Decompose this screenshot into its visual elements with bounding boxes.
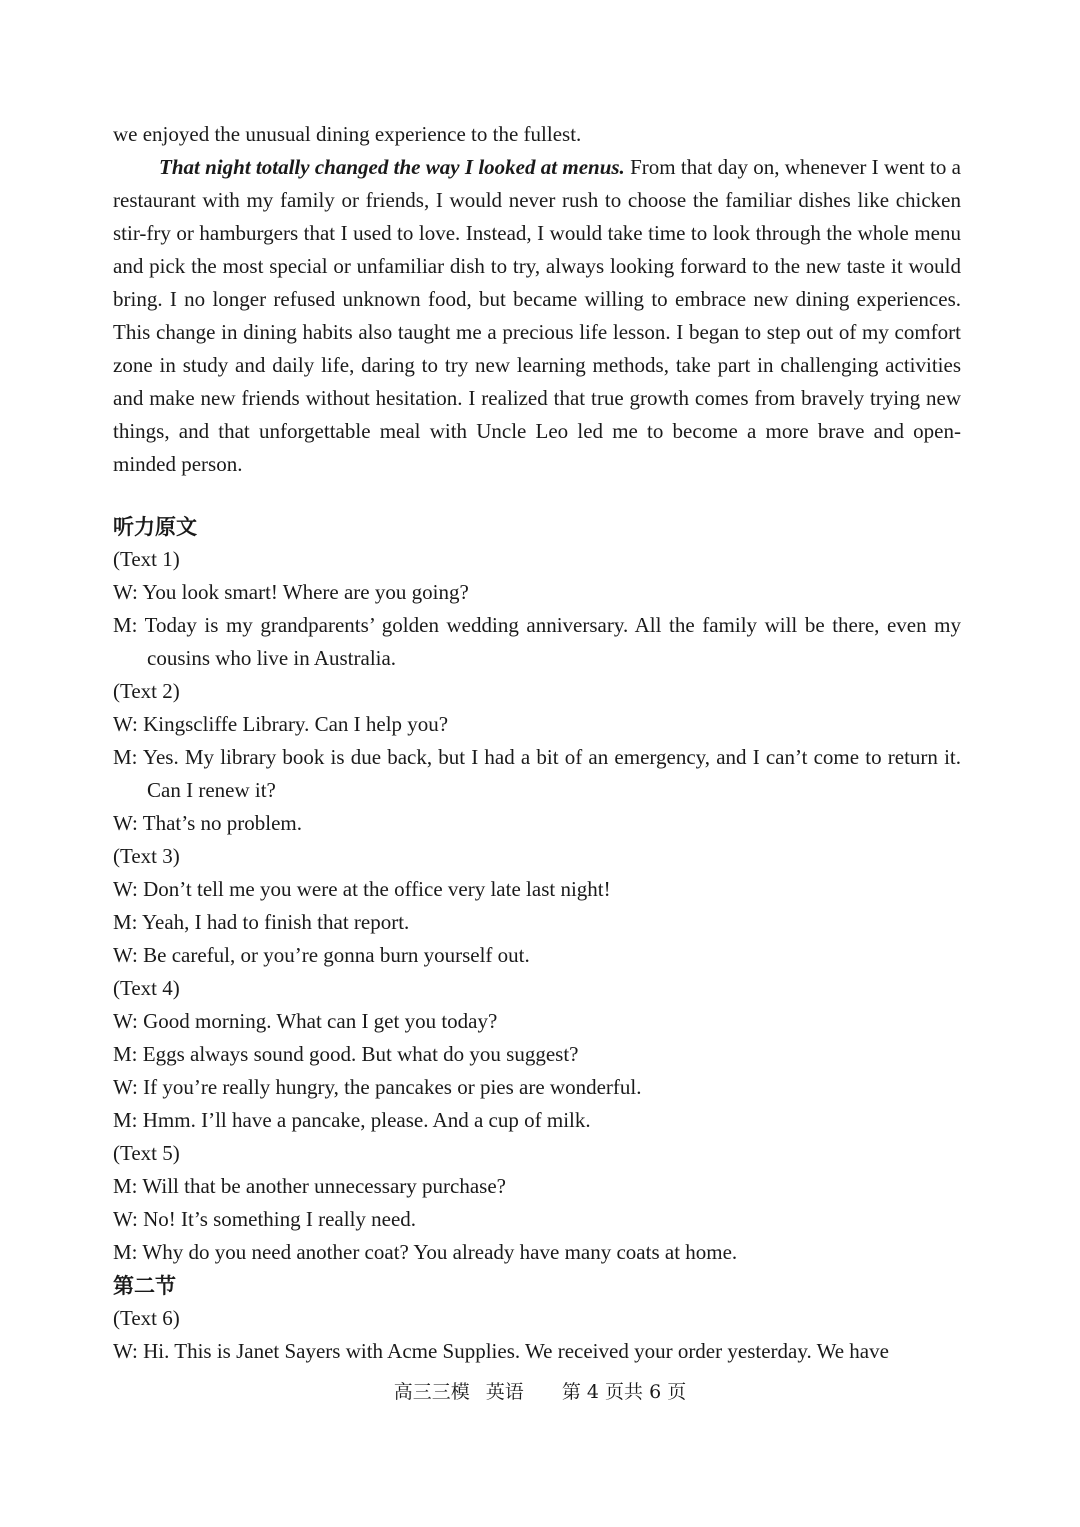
dialogue-line: M: Today is my grandparents’ golden wedding anniversary. All the family will be there, even my cousins who live in Australia. — [113, 613, 961, 670]
dialogue-line: W: You look smart! Where are you going? — [113, 580, 469, 604]
dialogue-line: W: Be careful, or you’re gonna burn yourself out. — [113, 943, 530, 967]
dialogue-line: W: Hi. This is Janet Sayers with Acme Supplies. We received your order yesterday. We have — [113, 1339, 889, 1363]
dialogue-line: W: Kingscliffe Library. Can I help you? — [113, 712, 449, 736]
dialogue-line: W: That’s no problem. — [113, 811, 302, 835]
text-label: (Text 1) — [113, 547, 180, 571]
page-footer — [0, 1378, 1080, 1406]
section2-title: 第二节 — [113, 1273, 176, 1298]
dialogue-line: W: Don’t tell me you were at the office very late last night! — [113, 877, 611, 901]
dialogue-line: W: No! It’s something I really need. — [113, 1207, 417, 1231]
essay-line-continued: we enjoyed the unusual dining experience to the fullest. — [113, 122, 582, 146]
section2-lines — [113, 1302, 961, 1368]
text-label: (Text 5) — [113, 1141, 180, 1165]
dialogue-line: M: Eggs always sound good. But what do you suggest? — [113, 1042, 579, 1066]
essay-emphasis: That night totally changed the way I looked at menus. — [159, 155, 625, 179]
dialogue-line: W: If you’re really hungry, the pancakes or pies are wonderful. — [113, 1075, 642, 1099]
listening-section — [113, 510, 961, 1368]
essay-paragraph — [113, 151, 961, 481]
essay-body: From that day on, whenever I went to a restaurant with my family or friends, I would never rush to choose the familiar dishes like chicken stir-fry or hamburgers that I used to love. Instead, I would take time to look through the whole menu and pick the most special or unfamiliar dish to try, always looking forward to the new taste it would bring. I no longer refused unknown food, but became willing to embrace new dining experiences. This change in dining habits also taught me a precious life lesson. I began to step out of my comfort zone in study and daily life, daring to try new learning methods, take part in challenging activities and make new friends without hesitation. I realized that true growth comes from bravely trying new things, and that unforgettable meal with Uncle Leo led me to become a more brave and open-minded person. — [113, 155, 961, 476]
dialogue-line: M: Why do you need another coat? You already have many coats at home. — [113, 1240, 738, 1264]
text-label: (Text 4) — [113, 976, 180, 1000]
dialogue-line: M: Yeah, I had to finish that report. — [113, 910, 410, 934]
footer-subject: 英语 — [485, 1381, 524, 1403]
transcript-lines — [113, 543, 961, 1269]
footer-exam: 高三三模 — [393, 1381, 470, 1403]
listening-title: 听力原文 — [113, 514, 197, 539]
footer-page-info: 第 4 页共 6 页 — [561, 1381, 687, 1403]
text-label: (Text 3) — [113, 844, 180, 868]
dialogue-line: M: Yes. My library book is due back, but I had a bit of an emergency, and I can’t come to return it. Can I renew it? — [113, 745, 961, 802]
dialogue-line: M: Hmm. I’ll have a pancake, please. And a cup of milk. — [113, 1108, 591, 1132]
dialogue-line: W: Good morning. What can I get you today? — [113, 1009, 498, 1033]
text-label: (Text 2) — [113, 679, 180, 703]
text-label: (Text 6) — [113, 1306, 180, 1330]
dialogue-line: M: Will that be another unnecessary purchase? — [113, 1174, 506, 1198]
